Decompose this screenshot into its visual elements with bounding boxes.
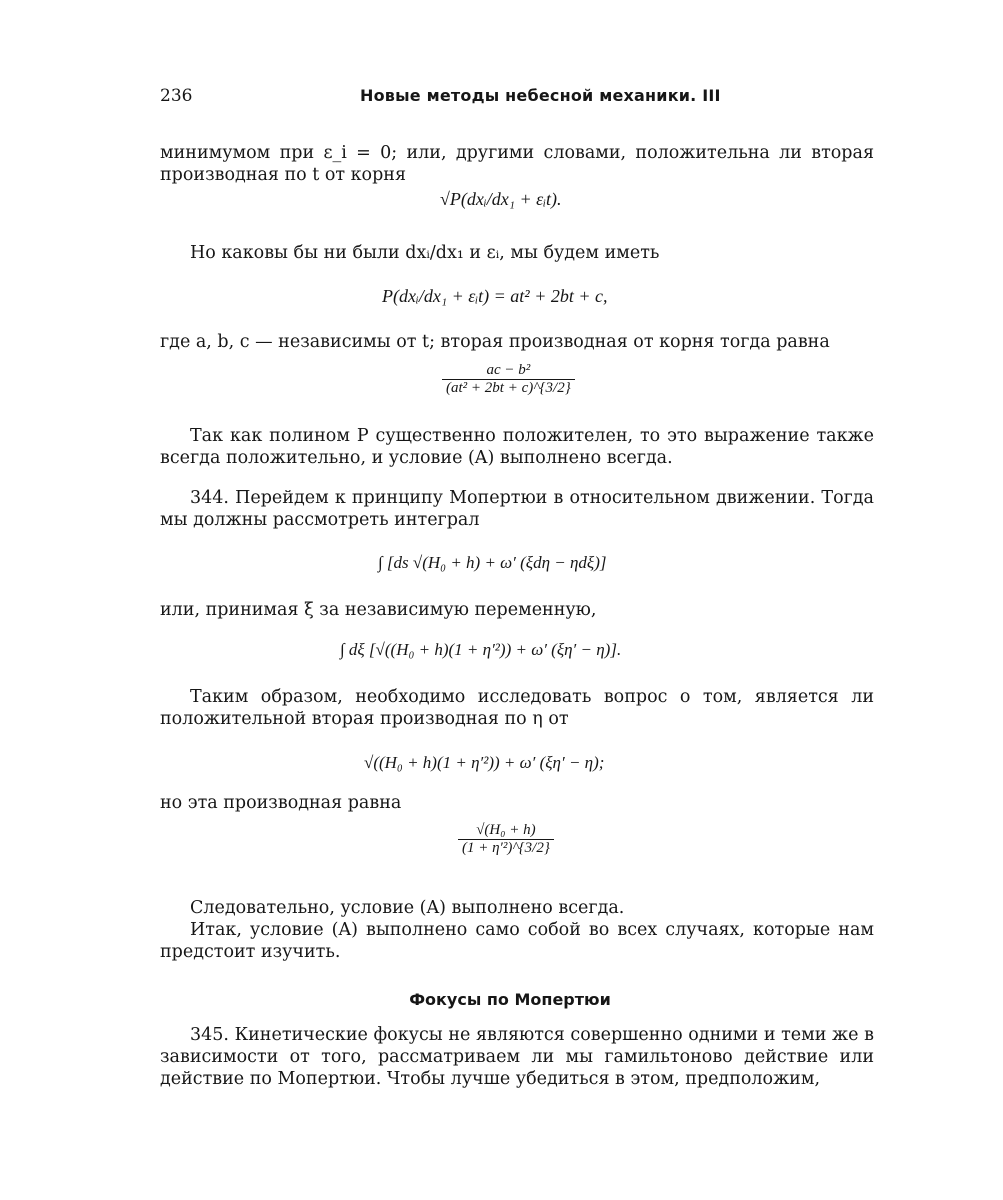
fraction xyxy=(442,362,575,397)
paragraph-5: 344. Перейдем к принципу Мопертюи в относительном движении. Тогда мы должны рассмотреть интеграл xyxy=(160,488,874,530)
formula-root-p: √P(dxᵢ/dx₁ + εᵢt). xyxy=(440,189,562,209)
fraction xyxy=(458,822,554,857)
paragraph-11: 345. Кинетические фокусы не являются совершенно одними и теми же в зависимости от того, рассматриваем ли мы гамильтоново действие или действие по Мопертюи. Чтобы лучше убедиться в этом, предположим, xyxy=(160,1025,874,1089)
page-number: 236 xyxy=(160,86,193,106)
formula-polynomial: P(dxᵢ/dx₁ + εᵢt) = at² + 2bt + c, xyxy=(382,286,608,306)
formula-expression: √((H₀ + h)(1 + η′²)) + ω′ (ξη′ − η); xyxy=(364,753,605,772)
fraction-numerator: √(H₀ + h) xyxy=(458,822,554,840)
paragraph-6: или, принимая ξ за независимую переменную, xyxy=(160,600,597,620)
paragraph-4: Так как полином P существенно положителен, то это выражение также всегда положительно, и условие (A) выполнено всегда. xyxy=(160,426,874,468)
paragraph-10: Итак, условие (A) выполнено само собой во всех случаях, которые нам предстоит изучить. xyxy=(160,920,874,962)
fraction-denominator: (1 + η′²)^{3/2} xyxy=(462,840,550,856)
formula-derivative-result xyxy=(458,822,554,857)
paragraph-7: Таким образом, необходимо исследовать вопрос о том, является ли положительной вторая производная по η от xyxy=(160,687,874,729)
running-title: Новые методы небесной механики. III xyxy=(360,86,721,105)
paragraph-8: но эта производная равна xyxy=(160,793,402,813)
paragraph-3: где a, b, c — независимы от t; вторая производная от корня тогда равна xyxy=(160,332,830,352)
formula-integral-2: ∫ dξ [√((H₀ + h)(1 + η′²)) + ω′ (ξη′ − η)]. xyxy=(340,640,622,659)
section-heading: Фокусы по Мопертюи xyxy=(409,990,611,1009)
formula-second-derivative xyxy=(442,362,575,397)
paragraph-9: Следовательно, условие (A) выполнено всегда. xyxy=(190,898,625,918)
fraction-numerator: ac − b² xyxy=(442,362,575,380)
formula-integral-1: ∫ [ds √(H₀ + h) + ω′ (ξdη − ηdξ)] xyxy=(378,553,607,572)
paragraph-1: минимумом при ε_i = 0; или, другими словами, положительна ли вторая производная по t от корня xyxy=(160,143,874,185)
fraction-denominator: (at² + 2bt + c)^{3/2} xyxy=(446,380,571,396)
paragraph-2: Но каковы бы ни были dxᵢ/dx₁ и εᵢ, мы будем иметь xyxy=(190,243,660,263)
